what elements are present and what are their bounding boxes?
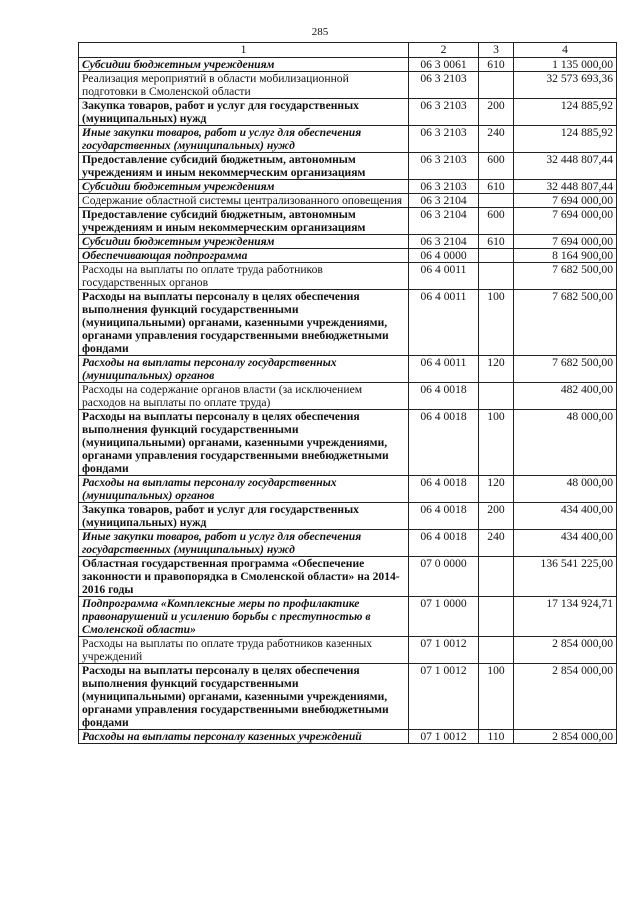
row-expense-type: 110 (479, 730, 514, 744)
row-code: 06 3 2103 (409, 126, 479, 153)
row-code: 06 3 2103 (409, 180, 479, 194)
row-code: 06 4 0018 (409, 530, 479, 557)
row-name: Субсидии бюджетным учреждениям (79, 58, 409, 72)
table-body (79, 58, 617, 744)
row-name: Иные закупки товаров, работ и услуг для обеспечения государственных (муниципальных) нужд (79, 530, 409, 557)
row-amount: 434 400,00 (514, 503, 617, 530)
table-row (79, 194, 617, 208)
row-amount: 32 573 693,36 (514, 72, 617, 99)
table-row (79, 235, 617, 249)
row-name: Субсидии бюджетным учреждениям (79, 180, 409, 194)
row-name: Закупка товаров, работ и услуг для государственных (муниципальных) нужд (79, 503, 409, 530)
budget-table (78, 42, 617, 744)
table-row (79, 637, 617, 664)
row-code: 07 0 0000 (409, 557, 479, 597)
header-col-3: 3 (479, 43, 514, 58)
row-name: Реализация мероприятий в области мобилизационной подготовки в Смоленской области (79, 72, 409, 99)
row-name: Расходы на выплаты персоналу в целях обеспечения выполнения функций государственными (муниципальными) органами, казенными учреждениями, органами управления государственными внебюджетными фондами (79, 664, 409, 730)
row-expense-type (479, 637, 514, 664)
row-expense-type: 240 (479, 530, 514, 557)
row-expense-type: 610 (479, 235, 514, 249)
row-code: 06 3 2104 (409, 235, 479, 249)
page-number: 285 (311, 26, 329, 38)
row-amount: 7 694 000,00 (514, 235, 617, 249)
table-row (79, 530, 617, 557)
row-amount: 7 682 500,00 (514, 356, 617, 383)
row-code: 06 3 2104 (409, 208, 479, 235)
row-amount: 48 000,00 (514, 410, 617, 476)
row-amount: 7 682 500,00 (514, 290, 617, 356)
row-amount: 124 885,92 (514, 99, 617, 126)
row-code: 06 4 0011 (409, 263, 479, 290)
row-amount: 2 854 000,00 (514, 637, 617, 664)
row-expense-type: 240 (479, 126, 514, 153)
table-row (79, 72, 617, 99)
row-code: 06 4 0018 (409, 503, 479, 530)
table-row (79, 730, 617, 744)
row-amount: 434 400,00 (514, 530, 617, 557)
table-row (79, 99, 617, 126)
row-expense-type (479, 194, 514, 208)
row-name: Расходы на содержание органов власти (за исключением расходов на выплаты по оплате труда) (79, 383, 409, 410)
row-code: 06 4 0018 (409, 383, 479, 410)
table-row (79, 597, 617, 637)
row-expense-type (479, 72, 514, 99)
row-name: Предоставление субсидий бюджетным, автономным учреждениям и иным некоммерческим организациям (79, 153, 409, 180)
row-amount: 482 400,00 (514, 383, 617, 410)
row-code: 06 3 2103 (409, 99, 479, 126)
table-row (79, 290, 617, 356)
row-expense-type: 610 (479, 180, 514, 194)
row-name: Расходы на выплаты по оплате труда работников казенных учреждений (79, 637, 409, 664)
row-code: 06 3 2104 (409, 194, 479, 208)
row-name: Предоставление субсидий бюджетным, автономным учреждениям и иным некоммерческим организациям (79, 208, 409, 235)
row-code: 07 1 0000 (409, 597, 479, 637)
header-row (79, 43, 617, 58)
row-amount: 2 854 000,00 (514, 730, 617, 744)
table-row (79, 249, 617, 263)
row-expense-type (479, 263, 514, 290)
row-amount: 1 135 000,00 (514, 58, 617, 72)
table-row (79, 410, 617, 476)
row-expense-type: 600 (479, 208, 514, 235)
row-amount: 32 448 807,44 (514, 153, 617, 180)
row-amount: 8 164 900,00 (514, 249, 617, 263)
header-col-4: 4 (514, 43, 617, 58)
row-code: 06 3 0061 (409, 58, 479, 72)
header-col-2: 2 (409, 43, 479, 58)
row-code: 07 1 0012 (409, 664, 479, 730)
row-code: 06 3 2103 (409, 153, 479, 180)
row-name: Расходы на выплаты персоналу в целях обеспечения выполнения функций государственными (муниципальными) органами, казенными учреждениями, органами управления государственными внебюджетными фондами (79, 290, 409, 356)
row-name: Субсидии бюджетным учреждениям (79, 235, 409, 249)
table-row (79, 126, 617, 153)
row-name: Содержание областной системы централизованного оповещения (79, 194, 409, 208)
row-amount: 17 134 924,71 (514, 597, 617, 637)
header-col-1: 1 (79, 43, 409, 58)
row-code: 06 4 0018 (409, 476, 479, 503)
row-name: Областная государственная программа «Обеспечение законности и правопорядка в Смоленской области» на 2014-2016 годы (79, 557, 409, 597)
row-amount: 48 000,00 (514, 476, 617, 503)
row-code: 06 4 0011 (409, 290, 479, 356)
table-row (79, 664, 617, 730)
row-name: Закупка товаров, работ и услуг для государственных (муниципальных) нужд (79, 99, 409, 126)
row-name: Расходы на выплаты персоналу государственных (муниципальных) органов (79, 356, 409, 383)
row-amount: 7 682 500,00 (514, 263, 617, 290)
row-amount: 2 854 000,00 (514, 664, 617, 730)
row-expense-type (479, 249, 514, 263)
row-name: Расходы на выплаты персоналу в целях обеспечения выполнения функций государственными (муниципальными) органами, казенными учреждениями, органами управления государственными внебюджетными фондами (79, 410, 409, 476)
table-row (79, 208, 617, 235)
row-expense-type: 120 (479, 476, 514, 503)
table-row (79, 58, 617, 72)
row-expense-type: 100 (479, 290, 514, 356)
row-name: Обеспечивающая подпрограмма (79, 249, 409, 263)
row-name: Расходы на выплаты персоналу государственных (муниципальных) органов (79, 476, 409, 503)
row-code: 07 1 0012 (409, 637, 479, 664)
row-code: 06 4 0000 (409, 249, 479, 263)
row-expense-type (479, 597, 514, 637)
row-amount: 124 885,92 (514, 126, 617, 153)
row-expense-type: 200 (479, 99, 514, 126)
row-expense-type: 100 (479, 664, 514, 730)
row-code: 06 3 2103 (409, 72, 479, 99)
table-row (79, 356, 617, 383)
row-expense-type: 100 (479, 410, 514, 476)
table-row (79, 263, 617, 290)
row-expense-type: 120 (479, 356, 514, 383)
table-row (79, 383, 617, 410)
row-amount: 7 694 000,00 (514, 208, 617, 235)
row-amount: 136 541 225,00 (514, 557, 617, 597)
row-expense-type (479, 557, 514, 597)
row-expense-type: 600 (479, 153, 514, 180)
table-row (79, 557, 617, 597)
row-name: Расходы на выплаты персоналу казенных учреждений (79, 730, 409, 744)
row-name: Подпрограмма «Комплексные меры по профилактике правонарушений и усилению борьбы с преступностью в Смоленской области» (79, 597, 409, 637)
table-row (79, 180, 617, 194)
row-amount: 7 694 000,00 (514, 194, 617, 208)
row-code: 06 4 0018 (409, 410, 479, 476)
table-row (79, 476, 617, 503)
row-amount: 32 448 807,44 (514, 180, 617, 194)
table-row (79, 153, 617, 180)
row-expense-type (479, 383, 514, 410)
row-name: Расходы на выплаты по оплате труда работников государственных органов (79, 263, 409, 290)
row-expense-type: 200 (479, 503, 514, 530)
row-code: 07 1 0012 (409, 730, 479, 744)
row-expense-type: 610 (479, 58, 514, 72)
row-code: 06 4 0011 (409, 356, 479, 383)
table-row (79, 503, 617, 530)
row-name: Иные закупки товаров, работ и услуг для обеспечения государственных (муниципальных) нужд (79, 126, 409, 153)
